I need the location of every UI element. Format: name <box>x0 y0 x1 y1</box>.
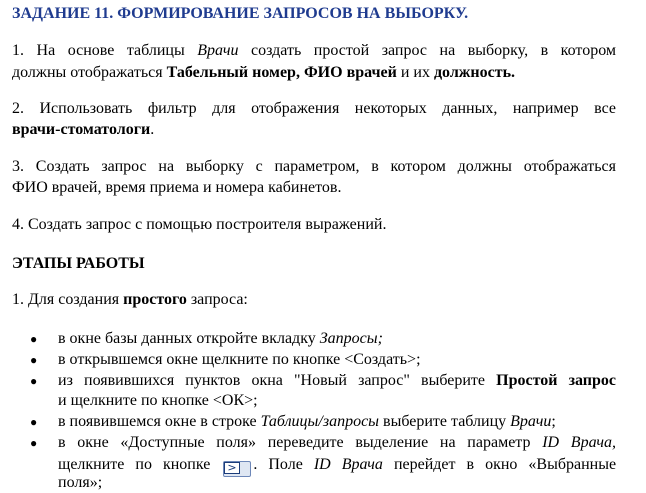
task-2-line-1: 2. Использовать фильтр для отображения некоторых данных, например все <box>12 100 616 117</box>
task-3-line-1: 3. Создать запрос на выборку с параметром, в котором должны отображаться <box>12 158 616 175</box>
bullet-item-5-line-1: в окне «Доступные поля» переведите выделение на параметр ID Врача, <box>58 434 616 451</box>
bullet-marker: ● <box>30 415 38 429</box>
stages-heading: ЭТАПЫ РАБОТЫ <box>12 255 145 272</box>
task-2-line-2: врачи-стоматологи. <box>12 121 155 138</box>
bullet-item-4: в появившемся окне в строке Таблицы/запросы выберите таблицу Врачи; <box>58 413 556 430</box>
bullet-marker: ● <box>30 332 38 346</box>
page-title: ЗАДАНИЕ 11. ФОРМИРОВАНИЕ ЗАПРОСОВ НА ВЫБОРКУ. <box>12 5 469 22</box>
task-1-line-1: 1. На основе таблицы Врачи создать простой запрос на выборку, в котором <box>12 42 617 59</box>
bullet-marker: ● <box>30 353 38 367</box>
bullet-item-3-line-2: и щелкните по кнопке <ОК>; <box>58 392 258 409</box>
bullet-item-3-line-1: из появившихся пунктов окна "Новый запрос" выберите Простой запрос <box>58 372 617 389</box>
task-1-line-2: должны отображаться Табельный номер, ФИО врачей и их должность. <box>12 64 516 81</box>
bullet-marker: ● <box>30 374 38 388</box>
bullet-marker: ● <box>30 436 38 450</box>
add-field-button-image: > <box>223 461 251 477</box>
bullet-item-5-line-2: щелкните по кнопке > . Поле ID Врача перейдет в окно «Выбранные <box>58 455 616 477</box>
bullet-item-5-line-3: поля»; <box>58 474 103 491</box>
bullet-item-1: в окне базы данных откройте вкладку Запросы; <box>58 330 383 347</box>
task-3-line-2: ФИО врачей, время приема и номера кабинетов. <box>12 179 342 196</box>
task-4: 4. Создать запрос с помощью построителя выражений. <box>12 216 387 233</box>
bullet-item-2: в открывшемся окне щелкните по кнопке <Создать>; <box>58 351 421 368</box>
step-1: 1. Для создания простого запроса: <box>12 291 248 308</box>
